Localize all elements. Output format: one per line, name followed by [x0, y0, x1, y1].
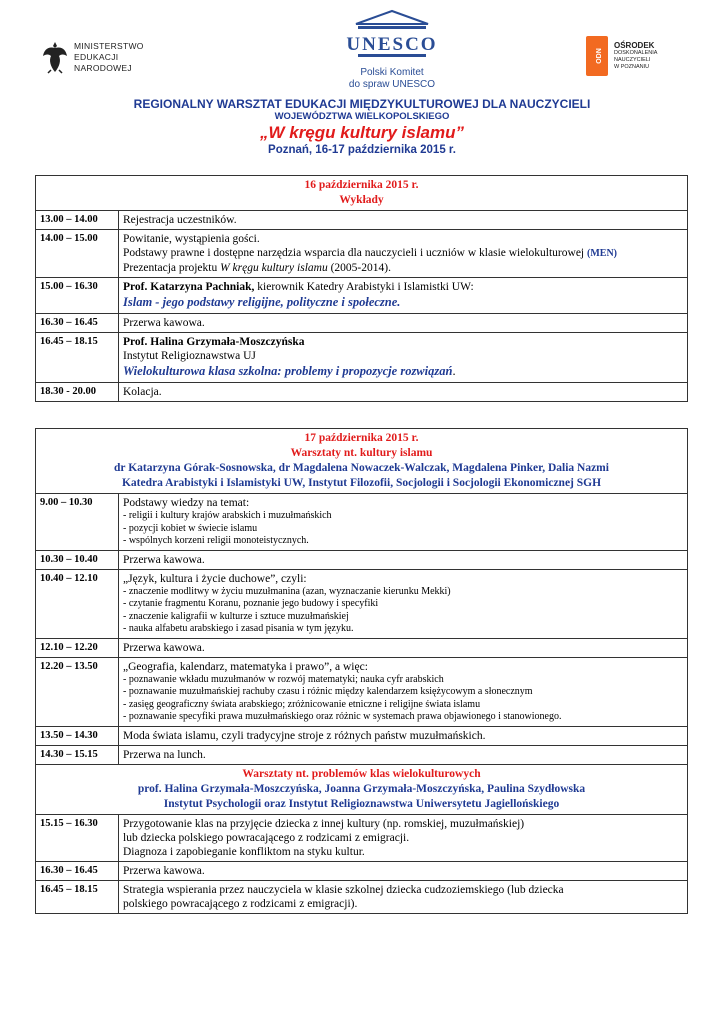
- row-time: 14.30 – 15.15: [36, 745, 119, 764]
- day2-inst: Katedra Arabistyki i Islamistyki UW, Instytut Filozofii, Socjologii i Socjologii Ekonomicznej SGH: [121, 477, 602, 489]
- row-title: „Język, kultura i życie duchowe”, czyli:: [123, 572, 307, 585]
- odn-sub-1: DOSKONALENIA: [614, 50, 658, 56]
- day1-date: 16 października 2015 r.: [304, 179, 419, 191]
- unesco-logo: [322, 10, 462, 91]
- list-item: - zasięg geograficzny świata arabskiego; zróżnicowanie etniczne i religijne świata islamu: [123, 698, 481, 710]
- table-row: [36, 278, 688, 314]
- row-time: 18.30 - 20.00: [36, 383, 119, 402]
- row-line-3: Diagnoza i zapobieganie konfliktom na styku kultur.: [123, 845, 365, 858]
- table-row: [36, 333, 688, 383]
- speaker-inst: Instytut Religioznawstwa UJ: [123, 350, 256, 362]
- table-row: [36, 494, 688, 551]
- row-text: Moda świata islamu, czyli tradycyjne stroje z różnych państw muzułmańskich.: [119, 726, 688, 745]
- row-time: 10.40 – 12.10: [36, 569, 119, 638]
- men-mark: (MEN): [587, 248, 617, 259]
- day1-sub: Wykłady: [339, 194, 384, 206]
- row-line-3b: W kręgu kultury islamu: [220, 262, 328, 274]
- title-line-2: WOJEWÓDZTWA WIELKOPOLSKIEGO: [274, 111, 450, 122]
- day2-header-row: [36, 429, 688, 494]
- topic-dot: .: [452, 364, 456, 378]
- row-time: 16.45 – 18.15: [36, 333, 119, 383]
- unesco-sub-2: do spraw UNESCO: [348, 79, 436, 90]
- men-line-2: EDUKACJI: [74, 51, 119, 62]
- day2-sub: Warsztaty nt. kultury islamu: [290, 447, 433, 459]
- lecture-topic: Islam - jego podstawy religijne, polityczne i społeczne.: [123, 295, 401, 309]
- men-line-1: MINISTERSTWO: [74, 40, 144, 51]
- unesco-sub-1: Polski Komitet: [360, 67, 424, 78]
- table-row: [36, 880, 688, 913]
- table-row: [36, 726, 688, 745]
- table-row: [36, 211, 688, 230]
- table-row: [36, 230, 688, 278]
- header: [0, 0, 724, 96]
- row-text: Przerwa kawowa.: [119, 638, 688, 657]
- row-time: 15.00 – 16.30: [36, 278, 119, 314]
- unesco-temple-icon: [346, 10, 438, 60]
- list-item: - znaczenie modlitwy w życiu muzułmanina (azan, wyznaczanie kierunku Mekki): [123, 585, 451, 597]
- table-row: [36, 861, 688, 880]
- unesco-word: UNESCO: [346, 34, 438, 55]
- odn-logo: [584, 34, 657, 78]
- day2-date: 17 października 2015 r.: [304, 432, 419, 444]
- list-item: - czytanie fragmentu Koranu, poznanie jego budowy i specyfiki: [123, 598, 379, 609]
- odn-badge-icon: [584, 34, 610, 78]
- row-time: 12.10 – 12.20: [36, 638, 119, 657]
- row-time: 15.15 – 16.30: [36, 814, 119, 861]
- row-line-1: Powitanie, wystąpienia gości.: [123, 233, 260, 245]
- row-time: 12.20 – 13.50: [36, 657, 119, 726]
- title-line-1: REGIONALNY WARSZTAT EDUKACJI MIĘDZYKULTUROWEJ DLA NAUCZYCIELI: [133, 97, 591, 111]
- row-text: Przerwa kawowa.: [119, 861, 688, 880]
- eagle-emblem-icon: [42, 40, 68, 74]
- list-item: - poznawanie muzułmańskiej rachuby czasu i różnic między kalendarzem księżycowym a słonecznym: [123, 686, 533, 697]
- row-text: Przerwa kawowa.: [119, 550, 688, 569]
- list-item: - poznawanie specyfiki prawa muzułmańskiego oraz różnic w systemach prawa objawionego i stanowionego.: [123, 711, 562, 722]
- speaker-name: Prof. Katarzyna Pachniak,: [123, 281, 255, 293]
- row-time: 16.45 – 18.15: [36, 880, 119, 913]
- row-text: Przerwa na lunch.: [119, 745, 688, 764]
- men-line-3: NARODOWEJ: [74, 62, 132, 73]
- odn-title: OŚRODEK: [614, 41, 655, 50]
- row-line-1: Przygotowanie klas na przyjęcie dziecka z innej kultury (np. romskiej, muzułmańskiej): [123, 817, 525, 830]
- title-date: Poznań, 16-17 października 2015 r.: [268, 144, 456, 156]
- row-time: 13.00 – 14.00: [36, 211, 119, 230]
- list-item: - poznawanie wkładu muzułmanów w rozwój matematyki; nauka cyfr arabskich: [123, 673, 444, 685]
- row-line-3c: (2005-2014).: [327, 262, 391, 274]
- odn-sub-2: NAUCZYCIELI: [614, 57, 651, 63]
- row-time: 16.30 – 16.45: [36, 861, 119, 880]
- row-line-3a: Prezentacja projektu: [123, 262, 221, 274]
- odn-sub-3: W POZNANIU: [614, 64, 650, 70]
- row-title: „Geografia, kalendarz, matematyka i prawo”, a więc:: [123, 660, 368, 673]
- day2-table: [35, 428, 688, 914]
- table-row: [36, 550, 688, 569]
- speaker-name: Prof. Halina Grzymała-Moszczyńska: [123, 336, 305, 348]
- table-row: [36, 657, 688, 726]
- table-row: [36, 383, 688, 402]
- row-line-2: Podstawy prawne i dostępne narzędzia wsparcia dla nauczycieli i uczniów w klasie wielokulturowej: [123, 247, 585, 259]
- odn-badge-text: ODN: [596, 48, 603, 64]
- table-row: [36, 314, 688, 333]
- table-row: [36, 569, 688, 638]
- row-time: 9.00 – 10.30: [36, 494, 119, 551]
- list-item: - religii i kultury krajów arabskich i muzułmańskich: [123, 510, 332, 521]
- title-main: „W kręgu kultury islamu”: [259, 123, 465, 142]
- row-title: Podstawy wiedzy na temat:: [123, 497, 250, 509]
- list-item: - wspólnych korzeni religii monoteistycznych.: [123, 535, 309, 546]
- row-text: Rejestracja uczestników.: [119, 211, 688, 230]
- speaker-role: kierownik Katedry Arabistyki i Islamistki UW:: [254, 281, 474, 293]
- list-item: - nauka alfabetu arabskiego i zasad pisania w tym języku.: [123, 623, 354, 634]
- list-item: - pozycji kobiet w świecie islamu: [123, 522, 258, 534]
- list-item: - znaczenie kaligrafii w kulturze i sztuce muzułmańskiej: [123, 610, 349, 622]
- ws2-inst: Instytut Psychologii oraz Instytut Religioznawstwa Uniwersytetu Jagiellońskiego: [163, 797, 560, 810]
- day1-header-row: [36, 176, 688, 211]
- day2-people: dr Katarzyna Górak-Sosnowska, dr Magdalena Nowaczek-Walczak, Magdalena Pinker, Dalia Nazmi: [114, 462, 609, 474]
- lecture-topic: Wielokulturowa klasa szkolna: problemy i propozycje rozwiązań: [123, 364, 453, 378]
- row-time: 13.50 – 14.30: [36, 726, 119, 745]
- day1-table: [35, 175, 688, 402]
- ws2-title: Warsztaty nt. problemów klas wielokulturowych: [242, 767, 481, 780]
- table-row: [36, 638, 688, 657]
- document-titles: [0, 97, 724, 157]
- table-row: [36, 814, 688, 861]
- ws2-header-row: [36, 764, 688, 814]
- row-line-2: lub dziecka polskiego powracającego z rodzicami z emigracji.: [123, 831, 410, 844]
- row-line-1: Strategia wspierania przez nauczyciela w klasie szkolnej dziecka cudzoziemskiego (lub dziecka: [123, 883, 564, 896]
- row-time: 14.00 – 15.00: [36, 230, 119, 278]
- ws2-people: prof. Halina Grzymała-Moszczyńska, Joanna Grzymała-Moszczyńska, Paulina Szydłowska: [137, 782, 586, 795]
- row-time: 10.30 – 10.40: [36, 550, 119, 569]
- row-text: Przerwa kawowa.: [119, 314, 688, 333]
- men-logo: [42, 40, 144, 74]
- row-line-2: polskiego powracającego z rodzicami z emigracji).: [123, 897, 358, 910]
- row-text: Kolacja.: [119, 383, 688, 402]
- row-time: 16.30 – 16.45: [36, 314, 119, 333]
- table-row: [36, 745, 688, 764]
